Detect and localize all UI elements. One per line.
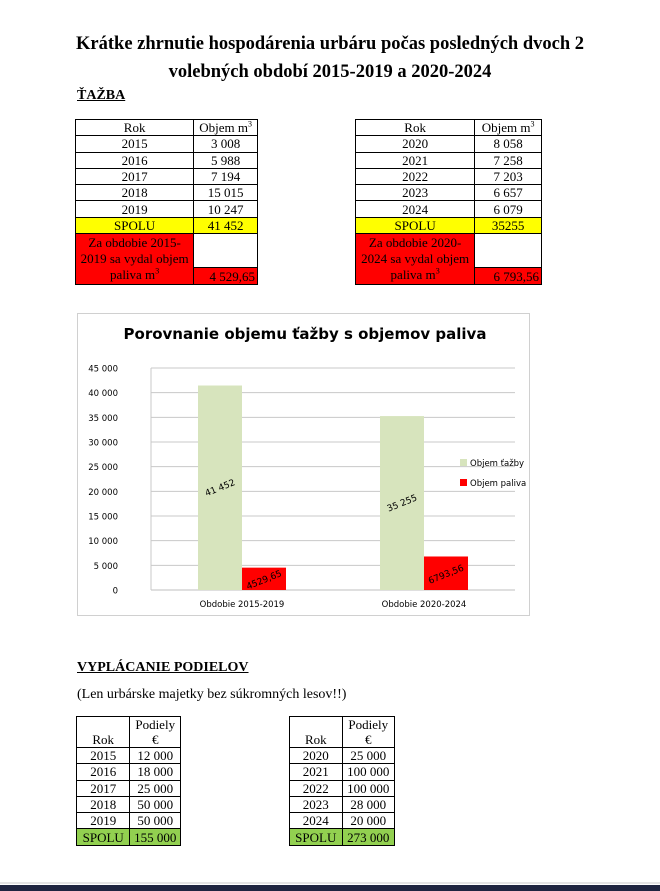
podiely-table-2015-2019 (76, 716, 181, 846)
total-label: SPOLU (290, 829, 343, 845)
table-row (77, 764, 181, 780)
col-header-objem (475, 120, 542, 136)
col-header-objem-text: Objem m (481, 120, 531, 136)
data-label: 6793,56 (427, 563, 466, 587)
cell-rok: 2024 (356, 201, 475, 217)
page-bottom-divider (0, 882, 660, 884)
tazba-table-2020-2024 (355, 119, 542, 285)
chart-legend (460, 459, 526, 489)
table-row (290, 796, 395, 812)
cell-objem: 10 247 (194, 201, 258, 217)
col-header-rok: Rok (290, 717, 343, 748)
table-row (76, 201, 258, 217)
cell-rok: 2020 (356, 136, 475, 152)
total-row (77, 829, 181, 845)
cell-rok: 2023 (356, 185, 475, 201)
total-value: 155 000 (130, 829, 181, 845)
fuel-empty-cell (194, 234, 258, 268)
section-heading-podiely: VYPLÁCANIE PODIELOV (77, 660, 249, 675)
fuel-label-line-1: Za obdobie 2015- (88, 235, 181, 251)
cell-suma: 25 000 (130, 780, 181, 796)
chart-x-axis (200, 600, 467, 610)
table-row (76, 185, 258, 201)
cell-rok: 2022 (290, 780, 343, 796)
fuel-empty-cell (475, 234, 542, 268)
cell-rok: 2017 (76, 168, 194, 184)
cell-objem: 15 015 (194, 185, 258, 201)
cell-suma: 18 000 (130, 764, 181, 780)
col-header-podiely (130, 717, 181, 748)
col-header-podiely (342, 717, 394, 748)
legend-label: Objem ťažby (470, 459, 525, 469)
superscript: 3 (155, 266, 160, 276)
chart-bars (198, 386, 468, 593)
cell-suma: 100 000 (342, 764, 394, 780)
tazba-table-2015-2019 (75, 119, 258, 285)
table-row (356, 152, 542, 168)
y-tick-label: 15 000 (88, 512, 118, 523)
section-heading-tazba: ŤAŽBA (77, 88, 126, 103)
chart-svg (78, 314, 531, 617)
table-row (76, 168, 258, 184)
table-header-row (356, 120, 542, 136)
table-row (356, 136, 542, 152)
table-row (356, 185, 542, 201)
total-row (76, 217, 258, 233)
total-value: 273 000 (342, 829, 394, 845)
total-label: SPOLU (76, 217, 194, 233)
podiely-note: (Len urbárske majetky bez súkromných lesov!!) (77, 687, 347, 702)
cell-rok: 2021 (290, 764, 343, 780)
title-line-1: Krátke zhrnutie hospodárenia urbáru počas posledných dvoch 2 (76, 34, 584, 54)
legend-swatch (460, 459, 467, 466)
chart-y-axis (88, 365, 118, 597)
table-row (290, 813, 395, 829)
table-row (77, 780, 181, 796)
cell-rok: 2023 (290, 796, 343, 812)
fuel-row (76, 234, 258, 268)
x-tick-label: Obdobie 2015-2019 (199, 600, 285, 610)
total-row (290, 829, 395, 845)
cell-objem: 7 203 (475, 168, 542, 184)
col-header-podiely-line-1: Podiely (135, 717, 176, 732)
y-tick-label: 25 000 (88, 463, 118, 474)
table-row (290, 780, 395, 796)
col-header-rok: Rok (76, 120, 194, 136)
document-title (60, 30, 600, 86)
y-tick-label: 35 000 (88, 413, 118, 424)
table-row (76, 152, 258, 168)
fuel-label-line-3 (78, 267, 191, 283)
fuel-value: 6 793,56 (475, 268, 542, 285)
table-header-row (77, 717, 181, 748)
y-tick-label: 10 000 (88, 537, 118, 548)
table-row (76, 136, 258, 152)
cell-rok: 2018 (76, 185, 194, 201)
y-tick-label: 30 000 (88, 438, 118, 449)
cell-rok: 2015 (76, 136, 194, 152)
podiely-table-2020-2024 (289, 716, 395, 846)
fuel-label-line-3 (358, 267, 472, 283)
fuel-label-text: paliva m (110, 267, 156, 283)
cell-suma: 50 000 (130, 813, 181, 829)
cell-objem: 3 008 (194, 136, 258, 152)
cell-objem: 8 058 (475, 136, 542, 152)
col-header-rok: Rok (77, 717, 130, 748)
cell-rok: 2015 (77, 748, 130, 764)
fuel-label (76, 234, 194, 285)
cell-rok: 2020 (290, 748, 343, 764)
total-value: 35255 (475, 217, 542, 233)
cell-suma: 50 000 (130, 796, 181, 812)
table-row (77, 748, 181, 764)
cell-rok: 2016 (76, 152, 194, 168)
cell-objem: 7 194 (194, 168, 258, 184)
cell-suma: 25 000 (342, 748, 394, 764)
data-label: 41 452 (203, 478, 237, 500)
cell-objem: 6 657 (475, 185, 542, 201)
fuel-label-text: paliva m (390, 267, 436, 283)
y-tick-label: 5 000 (93, 561, 118, 572)
superscript: 3 (435, 266, 440, 276)
legend-swatch (460, 479, 467, 486)
table-row (77, 796, 181, 812)
viewer-bottom-bar (0, 885, 660, 891)
data-label: 35 255 (385, 493, 419, 515)
table-row (77, 813, 181, 829)
y-tick-label: 20 000 (88, 487, 118, 498)
table-header-row (76, 120, 258, 136)
legend-label: Objem paliva (470, 479, 527, 489)
cell-suma: 12 000 (130, 748, 181, 764)
total-row (356, 217, 542, 233)
cell-rok: 2019 (77, 813, 130, 829)
cell-suma: 28 000 (342, 796, 394, 812)
cell-objem: 6 079 (475, 201, 542, 217)
fuel-row (356, 234, 542, 268)
table-row (356, 168, 542, 184)
cell-rok: 2024 (290, 813, 343, 829)
y-tick-label: 0 (112, 586, 118, 597)
col-header-podiely-line-2: € (365, 732, 372, 747)
y-tick-label: 45 000 (88, 364, 118, 375)
table-row (356, 201, 542, 217)
cell-rok: 2022 (356, 168, 475, 184)
total-label: SPOLU (77, 829, 130, 845)
title-line-2: volebných období 2015-2019 a 2020-2024 (168, 62, 492, 82)
col-header-rok: Rok (356, 120, 475, 136)
cell-rok: 2018 (77, 796, 130, 812)
col-header-podiely-line-1: Podiely (348, 717, 389, 732)
cell-rok: 2016 (77, 764, 130, 780)
fuel-label (356, 234, 475, 285)
cell-objem: 5 988 (194, 152, 258, 168)
table-header-row (290, 717, 395, 748)
fuel-value: 4 529,65 (194, 268, 258, 285)
fuel-label-line-2: 2019 sa vydal objem (80, 251, 189, 267)
comparison-chart (77, 313, 530, 616)
col-header-podiely-line-2: € (151, 732, 159, 747)
data-label: 4529,65 (245, 569, 284, 593)
cell-rok: 2017 (77, 780, 130, 796)
table-row (290, 764, 395, 780)
cell-rok: 2021 (356, 152, 475, 168)
chart-title: Porovnanie objemu ťažby s objemov paliva (123, 325, 487, 343)
fuel-label-line-1: Za obdobie 2020- (368, 235, 462, 251)
y-tick-label: 40 000 (88, 389, 118, 400)
col-header-objem-text: Objem m (199, 120, 248, 136)
fuel-label-line-2: 2024 sa vydal objem (361, 251, 470, 267)
total-label: SPOLU (356, 217, 475, 233)
cell-objem: 7 258 (475, 152, 542, 168)
superscript: 3 (530, 119, 535, 129)
superscript: 3 (247, 119, 252, 129)
total-value: 41 452 (194, 217, 258, 233)
cell-suma: 20 000 (342, 813, 394, 829)
cell-suma: 100 000 (342, 780, 394, 796)
table-row (290, 748, 395, 764)
col-header-objem (194, 120, 258, 136)
x-tick-label: Obdobie 2020-2024 (381, 600, 467, 610)
cell-rok: 2019 (76, 201, 194, 217)
